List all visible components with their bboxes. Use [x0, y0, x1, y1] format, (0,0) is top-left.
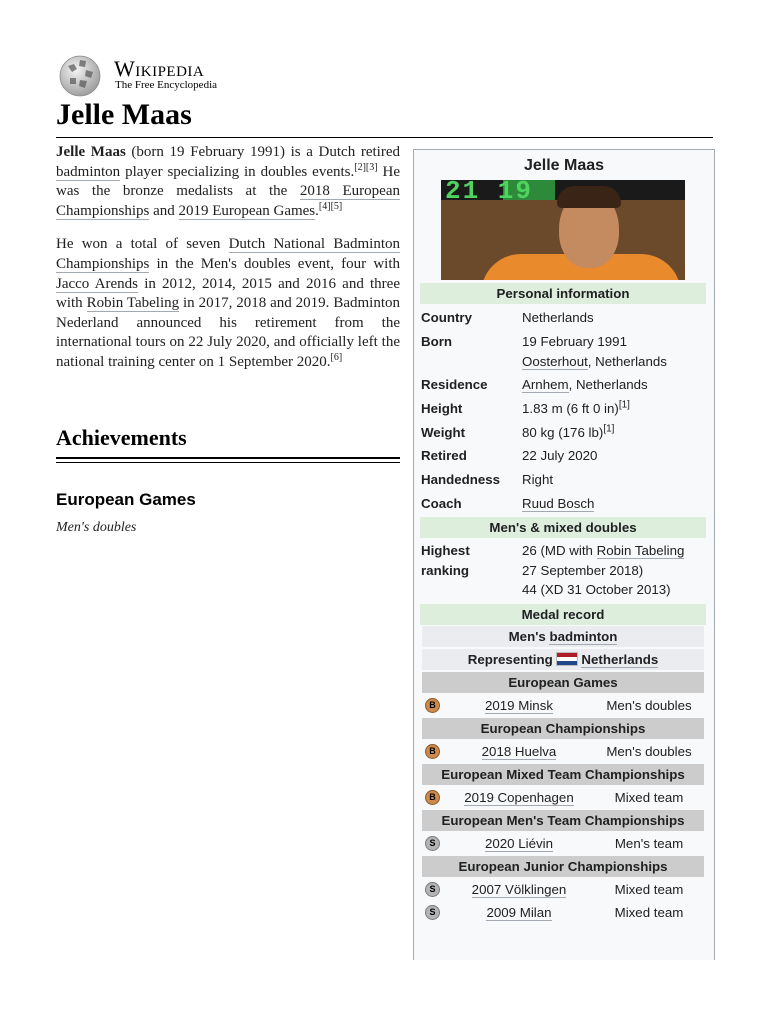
- wikipedia-tagline: The Free Encyclopedia: [115, 79, 218, 91]
- article-body: [56, 143, 400, 387]
- section-divider: [56, 462, 400, 463]
- photo-score: 21 19: [445, 180, 534, 206]
- medal-category-row: European Games: [422, 672, 704, 693]
- medal-row: [422, 787, 704, 808]
- bronze-medal-icon: B: [425, 790, 440, 805]
- achievements-heading: Achievements: [56, 425, 187, 450]
- silver-medal-icon: S: [425, 905, 440, 920]
- ref-5[interactable]: [5]: [330, 200, 343, 212]
- silver-medal-icon: S: [425, 836, 440, 851]
- ref-2[interactable]: [2]: [354, 161, 366, 173]
- robin-tabeling-link[interactable]: Robin Tabeling: [86, 295, 180, 312]
- wikipedia-wordmark: Wikipedia: [114, 56, 205, 81]
- medal-event-link[interactable]: 2009 Milan: [486, 905, 552, 920]
- european-games-2019-link[interactable]: 2019 European Games: [178, 202, 316, 219]
- medal-discipline: Men's team: [614, 836, 684, 851]
- photo-hair: [557, 186, 621, 208]
- medal-event-link[interactable]: 2018 Huelva: [481, 744, 557, 759]
- medal-event-link[interactable]: 2007 Völklingen: [471, 882, 567, 897]
- medal-discipline: Men's doubles: [606, 698, 692, 713]
- oosterhout-link[interactable]: Oosterhout: [522, 353, 588, 369]
- ref-4[interactable]: [4]: [318, 200, 331, 212]
- ruud-bosch-link[interactable]: Ruud Bosch: [522, 496, 595, 511]
- medal-discipline: Mixed team: [614, 905, 684, 920]
- medal-row: [422, 741, 704, 762]
- arnhem-link[interactable]: Arnhem: [522, 377, 569, 392]
- weight-ref[interactable]: [1]: [603, 423, 615, 435]
- medal-row: [422, 695, 704, 716]
- mens-doubles-caption: Men's doubles: [56, 520, 137, 535]
- medal-event-link[interactable]: 2020 Liévin: [484, 836, 554, 851]
- ref-6[interactable]: [6]: [330, 351, 343, 363]
- achievements-section: [56, 425, 400, 463]
- intro-paragraph: Jelle Maas (born 19 February 1991) is a Dutch retired badminton player specializing in doubles events.[2][3] He was the bronze medalists at the 2018 European Championships and 2019 European Games.[4][5]: [56, 144, 400, 219]
- medal-category-row: European Mixed Team Championships: [422, 764, 704, 785]
- european-games-heading: European Games: [56, 490, 196, 509]
- medal-event-link[interactable]: 2019 Copenhagen: [464, 790, 574, 805]
- player-photo[interactable]: [441, 180, 685, 280]
- infobox-name: Jelle Maas: [523, 157, 605, 174]
- section-divider: [56, 457, 400, 459]
- jacco-arends-link[interactable]: Jacco Arends: [56, 275, 138, 292]
- medal-sport-row: Men's badminton: [422, 626, 704, 647]
- height-ref[interactable]: [1]: [618, 399, 630, 411]
- medal-record: [422, 626, 706, 926]
- silver-medal-icon: S: [425, 882, 440, 897]
- netherlands-link[interactable]: Netherlands: [581, 652, 659, 667]
- career-paragraph: He won a total of seven Dutch National Badminton Championships in the Men's doubles event, four with Jacco Arends in 2012, 2014, 2015 and 2016 and three with Robin Tabeling in 2017, 2018 and 2019. Badminton Nederland announced his retirement from the international tours on 22 July 2020, and officially left the national training center on 1 September 2020.[6]: [56, 236, 400, 370]
- medal-discipline: Mixed team: [614, 790, 684, 805]
- infobox: Jelle Maas 21 19 Personal information Country Netherlands Born 19 February 1991 Oosterhout, Netherlands Residence Arnhem, Netherlands Height 1.83 m (6 ft 0 in)[1] Weight 80 kg (176 lb)[1] Retired 22 July 2020 Handedness Right Coach Ruud Bosch Men's & mixed doubles Highest ranking 26 (MD with Robin Tabeling 27 September 2018) 44 (XD 31 October 2013) Medal record Men's badminton Representing Netherlands European Games B 2019 Minsk Men's doubles European Championships B 2018 Huelva Men's doubles European Mixed Team Championships B 2019 Copenhagen Mixed team European Men's Team Championships S 2020 Liévin Men's team European Junior Championships S 2007 Völklingen Mixed team S 2009 Milan Mixed team: [413, 149, 715, 960]
- netherlands-flag-icon: [556, 652, 578, 666]
- medal-category-row: European Men's Team Championships: [422, 810, 704, 831]
- medal-category-row: European Junior Championships: [422, 856, 704, 877]
- ref-3[interactable]: [3]: [365, 161, 378, 173]
- medal-discipline: Mixed team: [614, 882, 684, 897]
- medal-row: [422, 833, 704, 854]
- medal-row: [422, 902, 704, 923]
- medal-discipline: Men's doubles: [606, 744, 692, 759]
- european-championships-2018-link[interactable]: 2018 European Championships: [56, 183, 400, 219]
- wikipedia-globe-icon: [56, 54, 104, 98]
- bronze-medal-icon: B: [425, 698, 440, 713]
- medal-event-link[interactable]: 2019 Minsk: [485, 698, 553, 713]
- doubles-header: Men's & mixed doubles: [420, 517, 706, 538]
- subject-name: Jelle Maas: [56, 144, 126, 160]
- medal-category-row: European Championships: [422, 718, 704, 739]
- bronze-medal-icon: B: [425, 744, 440, 759]
- medal-record-header: Medal record: [420, 604, 706, 625]
- wikipedia-logo[interactable]: [56, 54, 256, 98]
- dutch-championships-link[interactable]: Dutch National Badminton Championships: [56, 236, 400, 272]
- badminton-link[interactable]: badminton: [56, 163, 121, 180]
- title-divider: [56, 137, 713, 138]
- medal-row: [422, 879, 704, 900]
- robin-tabeling-infobox-link[interactable]: Robin Tabeling: [596, 543, 685, 558]
- personal-info-header: Personal information: [420, 283, 706, 304]
- page-title: Jelle Maas: [56, 98, 192, 131]
- badminton-infobox-link[interactable]: badminton: [549, 629, 618, 644]
- medal-representing-row: Representing Netherlands: [422, 649, 704, 670]
